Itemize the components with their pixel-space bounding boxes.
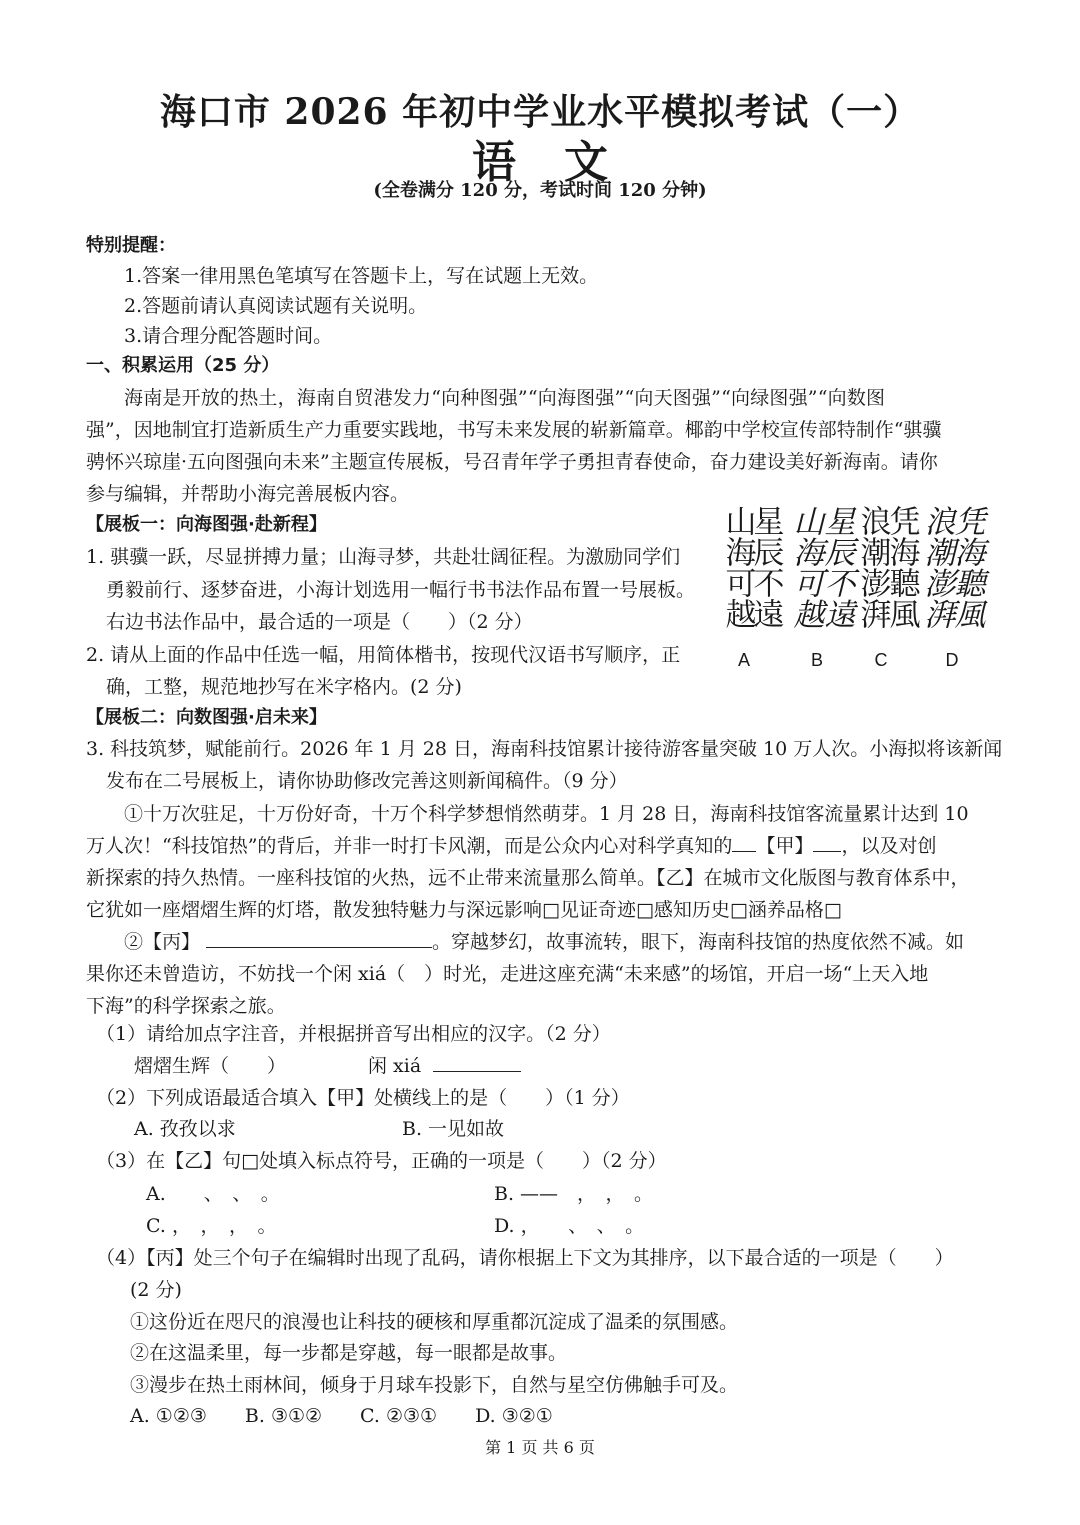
passage-line xyxy=(124,931,964,954)
calli-char: 星辰不遠 xyxy=(747,505,784,629)
option-b: B. 一见如故 xyxy=(402,1118,505,1140)
sub-question-1: （1）请给加点字注音，并根据拼音写出相应的汉字。（2 分） xyxy=(96,1023,611,1045)
blank-bing xyxy=(206,947,432,948)
option-c: C. ， ， ， 。 xyxy=(146,1215,277,1237)
calli-char: 星辰不遠 xyxy=(818,505,855,629)
blank-xia xyxy=(433,1071,521,1072)
calli-char: 凭海聽風 xyxy=(948,505,985,629)
sub-question-3: （3）在【乙】句□处填入标点符号，正确的一项是（ ）（2 分） xyxy=(96,1150,667,1172)
sub-question-4-score: (2 分) xyxy=(130,1279,182,1301)
section-heading: 一、积累运用（25 分） xyxy=(86,355,280,376)
q1-line: 1. 骐骥一跃，尽显拼搏力量；山海寻梦，共赴壮阔征程。为激励同学们 xyxy=(86,546,681,568)
passage-line: 下海”的科学探索之旅。 xyxy=(86,995,286,1017)
notice-item: 1.答案一律用黑色笔填写在答题卡上，写在试题上无效。 xyxy=(124,265,599,287)
calli-char: 浪潮澎湃 xyxy=(918,505,955,629)
passage-line: 果你还未曾造访，不妨找一个闲 xiá（ ）时光，走进这座充满“未来感”的场馆，开启一场“上天入地 xyxy=(86,963,929,985)
calligraphy-d-col2 xyxy=(948,505,1000,629)
passage-line: 它犹如一座熠熠生辉的灯塔，散发独特魅力与深远影响□见证奇迹□感知历史□涵养品格□ xyxy=(86,899,842,921)
notice-item: 3.请合理分配答题时间。 xyxy=(124,325,333,347)
board2-heading: 【展板二：向数图强·启未来】 xyxy=(86,707,327,728)
marker-bing: ②【丙】 xyxy=(124,931,201,953)
intro-line: 海南是开放的热土，海南自贸港发力“向种图强”“向海图强”“向天图强”“向绿图强”“向数图 xyxy=(124,387,886,409)
passage-line: ①十万次驻足，十万份好奇，十万个科学梦想悄然萌芽。1 月 28 日，海南科技馆客流量累计达到 10 xyxy=(124,803,969,825)
exam-title: 海口市 2026 年初中学业水平模拟考试（一） xyxy=(159,91,921,133)
blank-jia-left xyxy=(732,851,756,852)
sentence-3: ③漫步在热土雨林间，倾身于月球车投影下，自然与星空仿佛触手可及。 xyxy=(130,1374,739,1396)
passage-text: 万人次！“科技馆热”的背后，并非一时打卡风潮，而是公众内心对科学真知的 xyxy=(86,835,733,857)
blank-jia-right xyxy=(813,851,841,852)
passage-text: 。穿越梦幻，故事流转，眼下，海南科技馆的热度依然不减。如 xyxy=(432,931,965,953)
calli-char: 山海可越 xyxy=(719,505,756,629)
calligraphy-label-b: B xyxy=(810,650,823,670)
passage-line: 新探索的持久热情。一座科技馆的火热，远不止带来流量那么简单。【乙】在城市文化版图与教育体系中， xyxy=(86,867,970,889)
marker-jia: 【甲】 xyxy=(756,835,814,857)
calligraphy-label-d: D xyxy=(945,650,959,670)
notice-item: 2.答题前请认真阅读试题有关说明。 xyxy=(124,295,428,317)
notice-heading: 特别提醒： xyxy=(86,235,176,256)
q3-line: 发布在二号展板上，请你协助修改完善这则新闻稿件。（9 分） xyxy=(106,770,628,792)
pinyin-text: 闲 xiá xyxy=(368,1055,422,1077)
q1-line: 右边书法作品中，最合适的一项是（ ）（2 分） xyxy=(106,611,533,633)
option-a: A. 、 、 。 xyxy=(146,1183,280,1205)
calli-char: 凭海聽風 xyxy=(883,505,920,629)
page-footer: 第 1 页 共 6 页 xyxy=(485,1438,595,1457)
q3-line: 3. 科技筑梦，赋能前行。2026 年 1 月 28 日，海南科技馆累计接待游客量突破 10 万人次。小海拟将该新闻 xyxy=(86,738,1003,760)
calli-char: 山海可越 xyxy=(787,505,824,629)
order-options: A. ①②③ B. ③①② C. ②③① D. ③②① xyxy=(130,1405,553,1427)
sentence-2: ②在这温柔里，每一步都是穿越，每一眼都是故事。 xyxy=(130,1342,568,1364)
intro-line: 骋怀兴琼崖·五向图强向未来”主题宣传展板，号召青年学子勇担青春使命，奋力建设美好新海南。请你 xyxy=(86,451,938,473)
option-b: B. —— ， ， 。 xyxy=(494,1183,654,1205)
score-note: (全卷满分 120 分，考试时间 120 分钟) xyxy=(373,180,707,201)
subject-title: 语文 xyxy=(472,137,656,188)
sentence-1: ①这份近在咫尺的浪漫也让科技的硬核和厚重都沉淀成了温柔的氛围感。 xyxy=(130,1311,739,1333)
q1-line: 勇毅前行、逐梦奋进，小海计划选用一幅行书书法作品布置一号展板。 xyxy=(106,579,696,601)
option-d: D. ， 、 、 。 xyxy=(494,1215,645,1237)
option-a: A. 孜孜以求 xyxy=(134,1118,236,1140)
sub-question-4: （4）【丙】处三个句子在编辑时出现了乱码，请你根据上下文为其排序，以下最合适的一项是（ ） xyxy=(96,1247,954,1269)
q2-line: 2. 请从上面的作品中任选一幅，用简体楷书，按现代汉语书写顺序，正 xyxy=(86,644,681,666)
sub-question-2: （2）下列成语最适合填入【甲】处横线上的是（ ）（1 分） xyxy=(96,1087,630,1109)
passage-line xyxy=(86,835,936,858)
intro-line: 参与编辑，并帮助小海完善展板内容。 xyxy=(86,483,410,505)
calli-char: 浪潮澎湃 xyxy=(854,505,891,629)
calligraphy-label-a: A xyxy=(737,650,750,670)
q2-line: 确，工整，规范地抄写在米字格内。(2 分) xyxy=(106,676,462,698)
pinyin-item-2 xyxy=(368,1055,521,1078)
intro-line: 强”，因地制宜打造新质生产力重要实践地，书写未来发展的崭新篇章。椰韵中学校宣传部特制作“骐骥 xyxy=(86,419,942,441)
calligraphy-label-c: C xyxy=(874,650,888,670)
board1-heading: 【展板一：向海图强·赴新程】 xyxy=(86,514,327,535)
pinyin-item-1: 熠熠生辉（ ） xyxy=(134,1055,287,1077)
passage-text: ，以及对创 xyxy=(841,835,937,857)
